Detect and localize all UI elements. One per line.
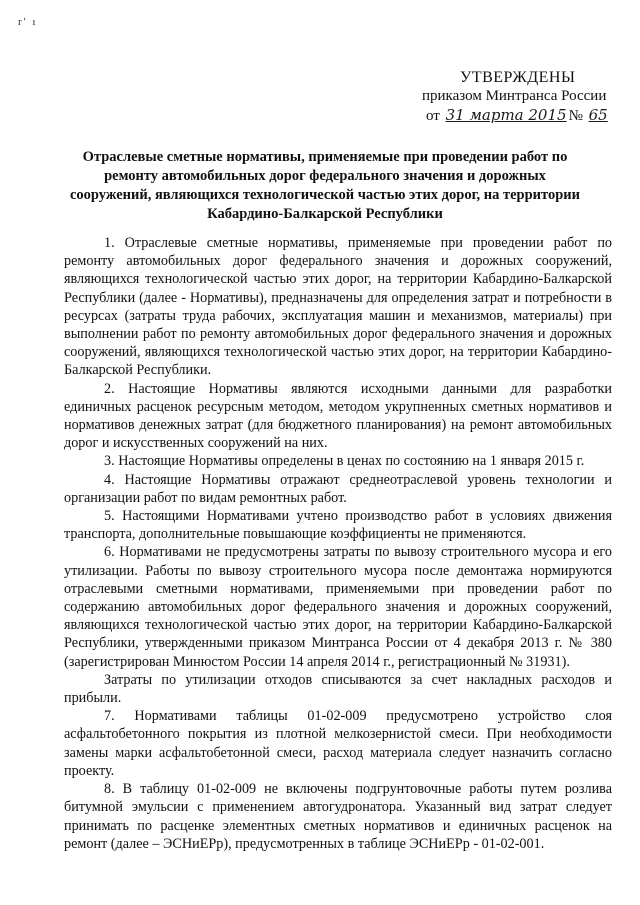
paragraph-5: 5. Настоящими Нормативами учтено производство работ в условиях движения транспорта, дополнительные повышающие коэффициенты не применяются. bbox=[64, 508, 612, 543]
approval-block bbox=[420, 68, 620, 126]
approval-date-line bbox=[426, 106, 620, 126]
paragraph-7: 7. Нормативами таблицы 01-02-009 предусмотрено устройство слоя асфальтобетонного покрытия из плотной мелкозернистой смеси. При необходимости замены марки асфальтобетонной смеси, расход материала следует назначить согласно проекту. bbox=[64, 708, 612, 779]
paragraph-8: 8. В таблицу 01-02-009 не включены подгрунтовочные работы путем розлива битумной эмульсии с применением автогудронатора. Указанный вид затрат следует принимать по расценке элементных сметных нормативов и единичных расценок на ремонт (далее – ЭСНиЕРр), предусмотренных в таблице ЭСНиЕРр - 01-02-001. bbox=[64, 781, 612, 852]
corner-mark: r' ı bbox=[18, 16, 38, 28]
approval-date-prefix: от bbox=[426, 108, 440, 124]
paragraph-6: 6. Нормативами не предусмотрены затраты по вывозу строительного мусора и его утилизации. Работы по вывозу строительного мусора после демонтажа нормируются отраслевыми сметными нормативами, применяемыми при проведении работ по содержанию автомобильных дорог федерального значения и дорожных сооружений, являющихся технологической частью этих дорог, на территории Кабардино-Балкарской Республики, утвержденными приказом Минтранса России от 4 декабря 2013 г. № 380 (зарегистрирован Минюстом России 14 апреля 2014 г., регистрационный № 31931). bbox=[64, 544, 612, 670]
approval-handwritten-number: 65 bbox=[588, 106, 608, 124]
approval-number-prefix: № bbox=[568, 108, 583, 124]
paragraph-3: 3. Настоящие Нормативы определены в ценах по состоянию на 1 января 2015 г. bbox=[104, 453, 585, 470]
paragraph-6-note: Затраты по утилизации отходов списываются за счет накладных расходов и прибыли. bbox=[64, 671, 612, 707]
paragraph-4: 4. Настоящие Нормативы отражают среднеотраслевой уровень технологии и организации работ по видам ремонтных работ. bbox=[64, 471, 612, 506]
approval-order-line: приказом Минтранса России bbox=[422, 88, 607, 104]
approval-handwritten-date: 31 марта 2015 bbox=[445, 106, 567, 124]
paragraph-2: 2. Настоящие Нормативы являются исходными данными для разработки единичных расценок ресурсным методом, методом укрупненных сметных нормативов и нормативов денежных затрат (для бюджетного планирования) на ремонт автомобильных дорог и искусственных сооружений на них. bbox=[64, 380, 612, 452]
document-title: Отраслевые сметные нормативы, применяемые при проведении работ по ремонту автомобильных дорог федерального значения и дорожных сооружений, являющихся технологической частью этих дорог, на территории Кабардино-Балкарской Республики bbox=[70, 149, 580, 222]
document-body bbox=[64, 234, 612, 853]
paragraph-1: 1. Отраслевые сметные нормативы, применяемые при проведении работ по ремонту автомобильных дорог федерального значения и дорожных сооружений, являющихся технологической частью этих дорог, на территории Кабардино-Балкарской Республики (далее - Нормативы), предназначены для определения затрат и потребности в ресурсах (затраты труда рабочих, эксплуатация машин и механизмов, материалы) при выполнении работ по ремонту автомобильных дорог федерального значения и дорожных сооружений, являющихся технологической частью этих дорог, на территории Кабардино-Балкарской Республики. bbox=[64, 235, 612, 379]
approval-title: УТВЕРЖДЕНЫ bbox=[460, 69, 576, 86]
